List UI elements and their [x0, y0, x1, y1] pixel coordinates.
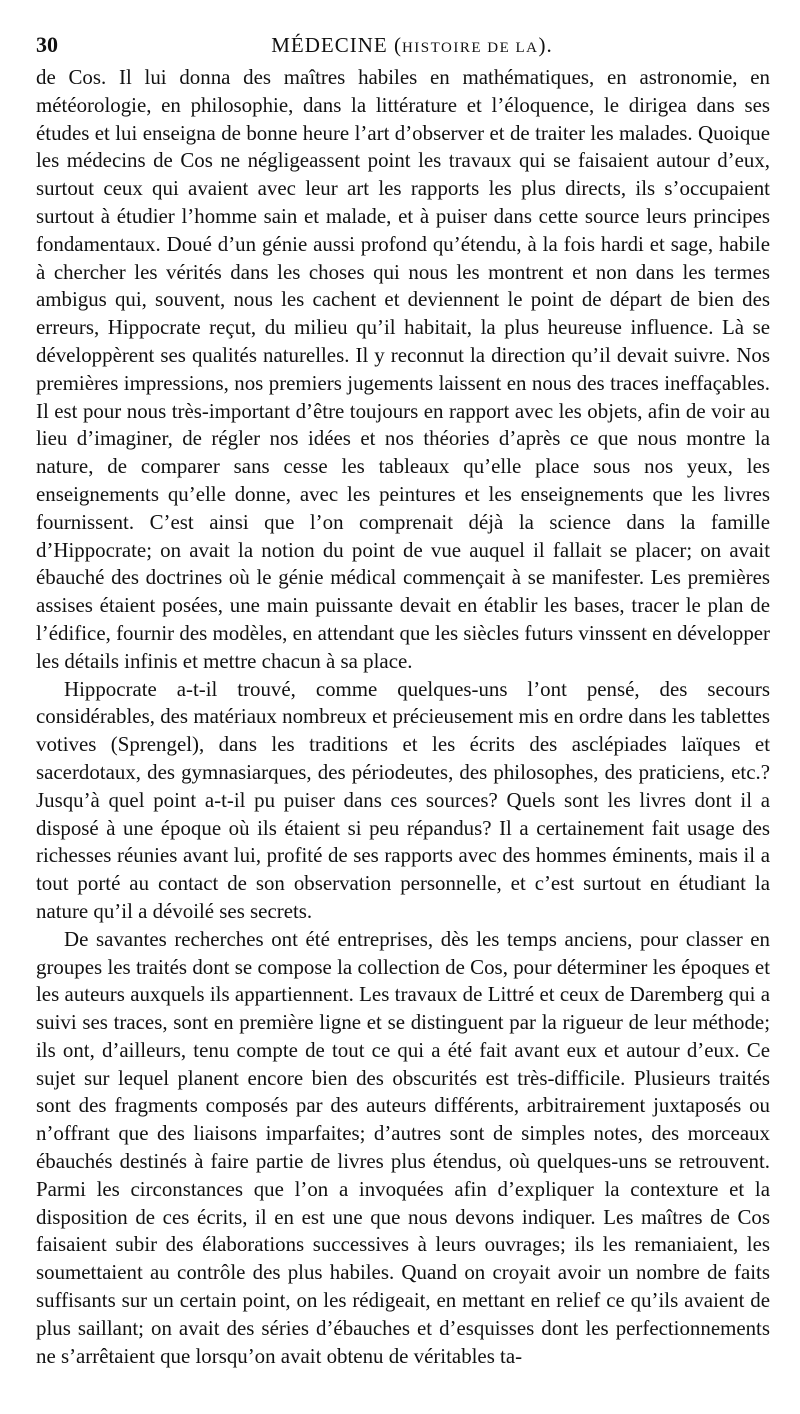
- body-text: [36, 64, 770, 1370]
- page-header: [36, 28, 770, 62]
- paragraph-2: Hippocrate a-t-il trouvé, comme quelques-uns l’ont pensé, des secours considérables, des matériaux nombreux et précieusement mis en ordre dans les tablettes votives (Sprengel), dans les traditions et les écrits des asclépiades laïques et sacerdotaux, des gymnasiarques, des périodeutes, des philosophes, des praticiens, etc.? Jusqu’à quel point a-t-il pu puiser dans ces sources? Quels sont les livres dont il a disposé à une époque où ils étaient si peu répandus? Il a certainement fait usage des richesses réunies avant lui, profité de ses rapports avec des hommes éminents, mais il a tout porté au contact de son observation personnelle, et c’est surtout en étudiant la nature qu’il a dévoilé ses secrets.: [36, 676, 770, 923]
- paragraph-1: de Cos. Il lui donna des maîtres habiles en mathématiques, en astronomie, en météorologie, en philosophie, dans la littérature et l’éloquence, le dirigea dans ses études et lui enseigna de bonne heure l’art d’observer et de traiter les malades. Quoique les médecins de Cos ne négligeassent point les travaux qui se faisaient autour d’eux, surtout ceux qui avaient avec leur art les rapports les plus directs, ils s’occupaient surtout à étudier l’homme sain et malade, et à puiser dans cette source leurs principes fondamentaux. Doué d’un génie aussi profond qu’étendu, à la fois hardi et sage, habile à chercher les vérités dans les choses qui nous les montrent et non dans les termes ambigus qui, souvent, nous les cachent et deviennent le point de départ de bien des erreurs, Hippocrate reçut, du milieu qu’il habitait, la plus heureuse influence. Là se développèrent ses qualités naturelles. Il y reconnut la direction qu’il devait suivre. Nos premières impressions, nos premiers jugements laissent en nous des traces ineffaçables. Il est pour nous très-important d’être toujours en rapport avec les objets, afin de voir au lieu d’imaginer, de régler nos idées et nos théories d’après ce que nous montre la nature, de comparer sans cesse les tableaux qu’elle place sous nos yeux, les enseignements qu’elle donne, avec les peintures et les enseignements que les livres fournissent. C’est ainsi que l’on comprenait déjà la science dans la famille d’Hippocrate; on avait la notion du point de vue auquel il fallait se placer; on avait ébauché des doctrines où le génie médical commençait à se manifester. Les premières assises étaient posées, une main puissante devait en établir les bases, tracer le plan de l’édifice, fournir des modèles, en attendant que les siècles futurs vinssent en développer les détails infinis et mettre chacun à sa place.: [36, 65, 770, 673]
- running-title-end: ).: [538, 33, 553, 57]
- paragraph-3: De savantes recherches ont été entreprises, dès les temps anciens, pour classer en groupes les traités dont se compose la collection de Cos, pour déterminer les époques et les auteurs auxquels ils appartiennent. Les travaux de Littré et ceux de Daremberg qui a suivi ses traces, sont en première ligne et se distinguent par la rigueur de leur méthode; ils ont, d’ailleurs, tenu compte de tout ce qui a été fait avant eux et autour d’eux. Ce sujet sur lequel planent encore bien des obscurités est très-difficile. Plusieurs traités sont des fragments composés par des auteurs différents, arbitrairement juxtaposés ou n’offrant que des liaisons imparfaites; d’autres sont de simples notes, des morceaux ébauchés destinés à faire partie de livres plus étendus, où quelques-uns se retrouvent. Parmi les circonstances que l’on a invoquées afin d’expliquer la contexture et la disposition de ces écrits, il en est une que nous devons indiquer. Les maîtres de Cos faisaient subir des élaborations successives à leurs ouvrages; ils les remaniaient, les soumettaient au contrôle des plus habiles. Quand on croyait avoir un nombre de faits suffisants sur un certain point, on les rédigeait, en mettant en relief ce qu’ils avaient de plus saillant; on avait des séries d’ébauches et d’esquisses dont les perfectionnements ne s’arrêtaient que lorsqu’on avait obtenu de véritables ta-: [36, 926, 770, 1368]
- running-title-small: HISTOIRE DE LA: [401, 40, 539, 56]
- page-number: 30: [36, 32, 58, 57]
- running-title-main: MÉDECINE (: [271, 33, 402, 57]
- running-title: [36, 28, 770, 65]
